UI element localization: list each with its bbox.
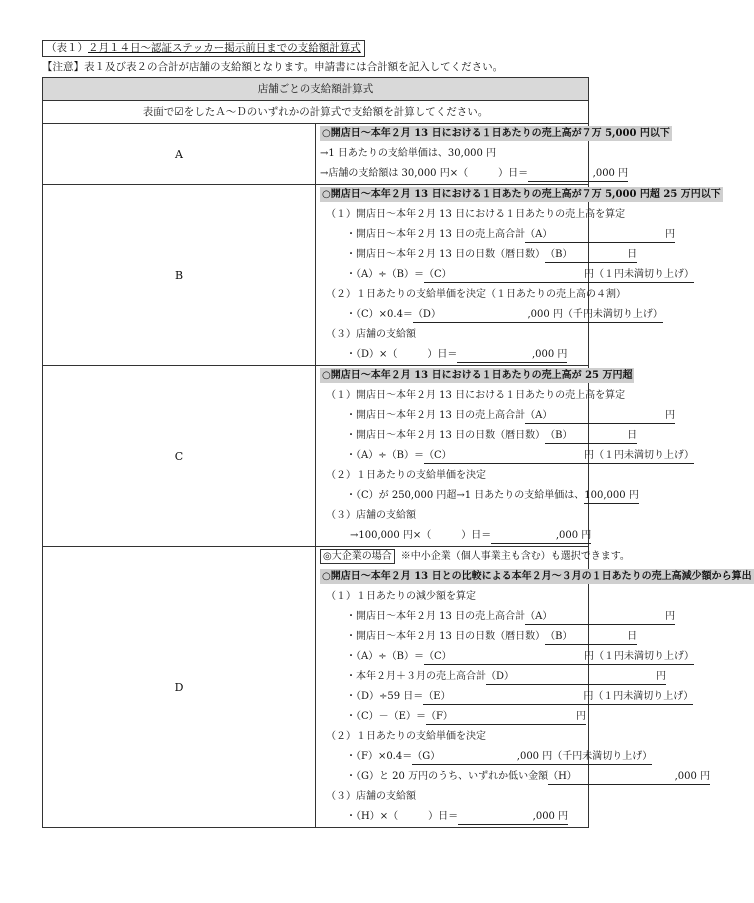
section-a-amount-field[interactable]: ,000 円 — [528, 167, 628, 182]
section-c-step1-c: ・（A）÷（B）＝（C） 円（１円未満切り上げ） — [316, 446, 588, 466]
calculation-table — [42, 77, 752, 828]
section-d-step1-a: ・開店日～本年２月 13 日の売上高合計（A） 円 — [316, 607, 588, 627]
section-b-field-d[interactable]: （D） ,000 円（千円未満切り上げ） — [413, 308, 663, 323]
section-b-label: B — [43, 185, 316, 366]
table-instruction: 表面で☑をしたＡ～Ｄのいずれかの計算式で支給額を計算してください。 — [43, 101, 589, 124]
enterprise-box: ◎大企業の場合 — [320, 549, 395, 564]
section-d-step2-a: ・（F）×0.4＝（G） ,000 円（千円未満切り上げ） — [316, 747, 588, 767]
section-d-field-c[interactable]: （C） 円（１円未満切り上げ） — [424, 650, 694, 665]
section-b-field-a[interactable]: （A） 円 — [525, 228, 675, 243]
section-b-field-c[interactable]: （C） 円（１円未満切り上げ） — [424, 268, 694, 283]
section-d-condition: ○開店日～本年２月 13 日との比較による本年２月～３月の１日あたりの売上高減少額から算出 — [322, 571, 752, 582]
title-prefix: （表１） — [46, 42, 88, 54]
section-c-step3-a: →100,000 円×（ ）日＝ ,000 円 — [316, 526, 588, 546]
section-b-amount-field[interactable]: ,000 円 — [457, 348, 567, 363]
section-c-row — [43, 366, 589, 547]
section-c-label: C — [43, 366, 316, 547]
section-b-condition: ○開店日～本年２月 13 日における１日あたりの売上高が７万 5,000 円超 25 万円以下 — [322, 189, 721, 200]
section-d-label: D — [43, 547, 316, 828]
section-d-field-b[interactable]: （B） 日 — [545, 630, 637, 645]
section-d-step1-b: ・開店日～本年２月 13 日の日数（暦日数）（B） 日 — [316, 627, 588, 647]
section-d-step3: （３）店舗の支給額 — [326, 791, 416, 802]
section-c-step3: （３）店舗の支給額 — [326, 510, 416, 521]
section-d-row — [43, 547, 589, 828]
section-b-step1: （１）開店日～本年２月 13 日における１日あたりの売上高を算定 — [326, 209, 626, 220]
section-a-line2: →店舗の支給額は 30,000 円×（ ）日＝ ,000 円 — [316, 164, 588, 184]
title-box — [42, 40, 365, 57]
section-d-field-f[interactable]: （F） 円 — [426, 710, 586, 725]
section-b-step3: （３）店舗の支給額 — [326, 329, 416, 340]
section-b-step1-c: ・（A）÷（B）＝（C） 円（１円未満切り上げ） — [316, 265, 588, 285]
section-d-step1-e: ・（D）÷59 日＝（E） 円（１円未満切り上げ） — [316, 687, 588, 707]
section-d-field-e[interactable]: （E） 円（１円未満切り上げ） — [423, 690, 693, 705]
section-d-field-h[interactable]: （H） ,000 円 — [548, 770, 710, 785]
section-c-field-b[interactable]: （B） 日 — [545, 429, 637, 444]
section-c-content — [316, 366, 694, 547]
table-header: 店舗ごとの支給額計算式 — [43, 78, 589, 101]
section-b-step1-b: ・開店日～本年２月 13 日の日数（暦日数）（B） 日 — [316, 245, 588, 265]
section-d-amount-field[interactable]: ,000 円 — [458, 810, 568, 825]
section-a-label: A — [43, 124, 316, 185]
section-b-content — [316, 185, 721, 366]
section-d-field-g[interactable]: （G） ,000 円（千円未満切り上げ） — [412, 750, 652, 765]
section-d-step1-f: ・（C）－（E）＝（F） 円 — [316, 707, 588, 727]
section-c-field-a[interactable]: （A） 円 — [525, 409, 675, 424]
section-c-unit-value: 100,000 円 — [584, 489, 639, 504]
section-c-step1-a: ・開店日～本年２月 13 日の売上高合計（A） 円 — [316, 406, 588, 426]
section-c-field-c[interactable]: （C） 円（１円未満切り上げ） — [424, 449, 694, 464]
section-d-field-a[interactable]: （A） 円 — [525, 610, 675, 625]
note-text: 【注意】表１及び表２の合計が店舗の支給額となります。申請書には合計額を記入してください。 — [42, 61, 504, 73]
section-a-content — [316, 124, 670, 185]
section-c-amount-field[interactable]: ,000 円 — [491, 529, 591, 544]
section-d-step1-c: ・（A）÷（B）＝（C） 円（１円未満切り上げ） — [316, 647, 588, 667]
section-c-step1: （１）開店日～本年２月 13 日における１日あたりの売上高を算定 — [326, 390, 626, 401]
section-b-field-b[interactable]: （B） 日 — [545, 248, 637, 263]
section-a-condition: ○開店日～本年２月 13 日における１日あたりの売上高が７万 5,000 円以下 — [322, 128, 670, 139]
section-a-line1: →1 日あたりの支給単価は、30,000 円 — [320, 148, 497, 159]
section-b-step2-a: ・（C）×0.4＝（D） ,000 円（千円未満切り上げ） — [316, 305, 588, 325]
section-c-step2: （２）１日あたりの支給単価を決定 — [326, 470, 486, 481]
table-title — [42, 36, 589, 57]
section-c-condition: ○開店日～本年２月 13 日における１日あたりの売上高が 25 万円超 — [322, 370, 633, 381]
section-d-content — [316, 547, 752, 828]
section-d-step2: （２）１日あたりの支給単価を決定 — [326, 731, 486, 742]
section-d-field-d[interactable]: （D） 円 — [486, 670, 666, 685]
section-b-step3-a: ・（D）×（ ）日＝ ,000 円 — [316, 345, 588, 365]
section-d-step1-d: ・本年２月＋３月の売上高合計（D） 円 — [316, 667, 588, 687]
section-b-step1-a: ・開店日～本年２月 13 日の売上高合計（A） 円 — [316, 225, 588, 245]
enterprise-note: ※中小企業（個人事業主も含む）も選択できます。 — [400, 551, 630, 562]
section-a-row — [43, 124, 589, 185]
section-b-step2: （２）１日あたりの支給単価を決定（１日あたりの売上高の４割） — [326, 289, 626, 300]
document — [42, 36, 752, 828]
section-b-row — [43, 185, 589, 366]
section-c-step2-a: ・（C）が 250,000 円超→1 日あたりの支給単価は、100,000 円 — [316, 486, 588, 506]
section-d-step3-a: ・（H）×（ ）日＝ ,000 円 — [316, 807, 588, 827]
title-text: ２月１４日～認証ステッカー掲示前日までの支給額計算式 — [88, 42, 361, 54]
section-c-step1-b: ・開店日～本年２月 13 日の日数（暦日数）（B） 日 — [316, 426, 588, 446]
section-d-step1: （１）１日あたりの減少額を算定 — [326, 591, 476, 602]
section-d-step2-b: ・（G）と 20 万円のうち、いずれか低い金額（H） ,000 円 — [316, 767, 588, 787]
